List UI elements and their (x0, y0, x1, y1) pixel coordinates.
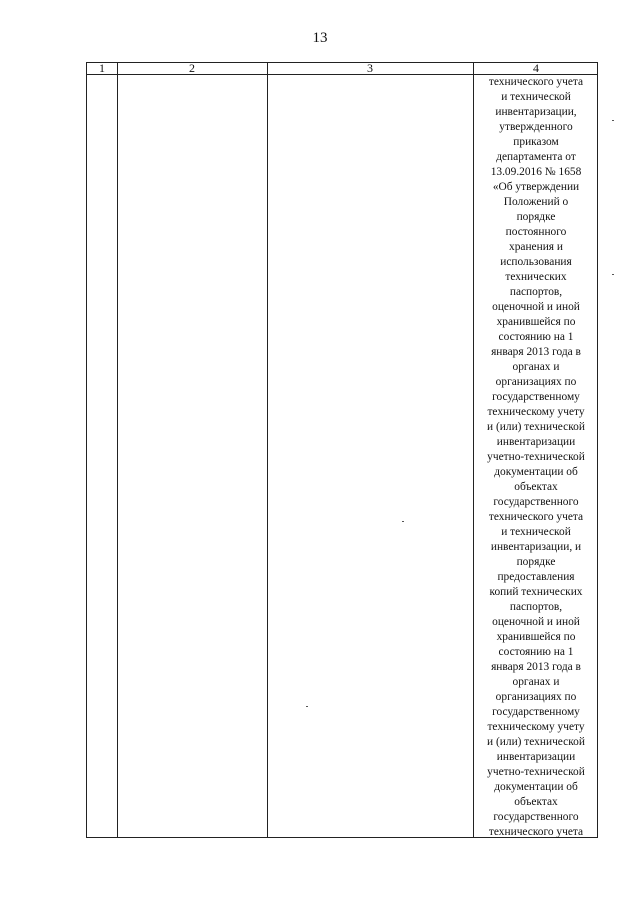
scan-speck (402, 521, 404, 522)
table-header-row (87, 63, 597, 75)
column-4-line: и (или) технической (487, 736, 585, 748)
column-4-line: использования (500, 256, 572, 268)
page-number: 13 (312, 30, 328, 46)
column-divider (117, 63, 118, 837)
column-4-line: документации об (494, 781, 578, 793)
column-4-line: хранения и (509, 241, 563, 253)
column-4-line: хранившейся по (496, 316, 576, 328)
column-4-line: «Об утверждении (492, 181, 580, 193)
column-4-line: и (или) технической (487, 421, 585, 433)
column-4-line: 13.09.2016 № 1658 (490, 166, 582, 178)
column-4-line: учетно-технической (487, 451, 585, 463)
column-4-line: инвентаризации (496, 436, 576, 448)
column-4-line: постоянного (505, 226, 567, 238)
column-4-line: департамента от (496, 151, 576, 163)
document-table (86, 62, 598, 838)
column-4-line: технических (505, 271, 567, 283)
column-4-line: и технической (501, 526, 571, 538)
column-4-line: утвержденного (499, 121, 573, 133)
column-4-line: технического учета (488, 76, 584, 88)
column-4-line: состоянию на 1 (498, 331, 574, 343)
column-4-line: объектах (514, 796, 558, 808)
column-divider (267, 63, 268, 837)
header-col-4: 4 (533, 61, 539, 75)
column-4-line: оценочной и иной (492, 616, 580, 628)
header-col-2: 2 (189, 61, 195, 75)
column-4-line: инвентаризации, (495, 106, 577, 118)
column-4-line: объектах (514, 481, 558, 493)
column-4-line: органах и (512, 676, 560, 688)
column-4-line: порядке (516, 211, 556, 223)
column-4-line: государственного (493, 496, 579, 508)
column-4-line: состоянию на 1 (498, 646, 574, 658)
column-4-line: января 2013 года в (491, 661, 581, 673)
column-4-line: паспортов, (509, 286, 563, 298)
column-4-line: технического учета (488, 511, 584, 523)
column-4-line: инвентаризации, и (490, 541, 582, 553)
column-4-line: документации об (494, 466, 578, 478)
column-4-line: Положений о (503, 196, 569, 208)
scan-speck (306, 706, 308, 707)
column-4-cell-text (474, 75, 598, 840)
column-4-line: учетно-технической (487, 766, 585, 778)
column-4-line: паспортов, (509, 601, 563, 613)
header-col-1: 1 (99, 61, 105, 75)
column-4-line: техническому учету (487, 406, 585, 418)
column-4-line: инвентаризации (496, 751, 576, 763)
column-4-line: государственному (492, 706, 580, 718)
column-4-line: организациях по (495, 691, 577, 703)
header-col-3: 3 (367, 61, 373, 75)
column-4-line: предоставления (497, 571, 575, 583)
column-4-line: и технической (501, 91, 571, 103)
column-4-line: порядке (516, 556, 556, 568)
column-4-line: января 2013 года в (491, 346, 581, 358)
column-4-line: оценочной и иной (492, 301, 580, 313)
scan-speck (612, 274, 614, 275)
column-4-line: государственному (492, 391, 580, 403)
column-4-line: техническому учету (487, 721, 585, 733)
scan-speck (612, 120, 614, 121)
column-4-line: хранившейся по (496, 631, 576, 643)
column-4-line: копий технических (489, 586, 583, 598)
column-4-line: органах и (512, 361, 560, 373)
column-4-line: государственного (493, 811, 579, 823)
column-4-line: организациях по (495, 376, 577, 388)
column-4-line: приказом (513, 136, 559, 148)
column-4-line: технического учета (488, 826, 584, 838)
